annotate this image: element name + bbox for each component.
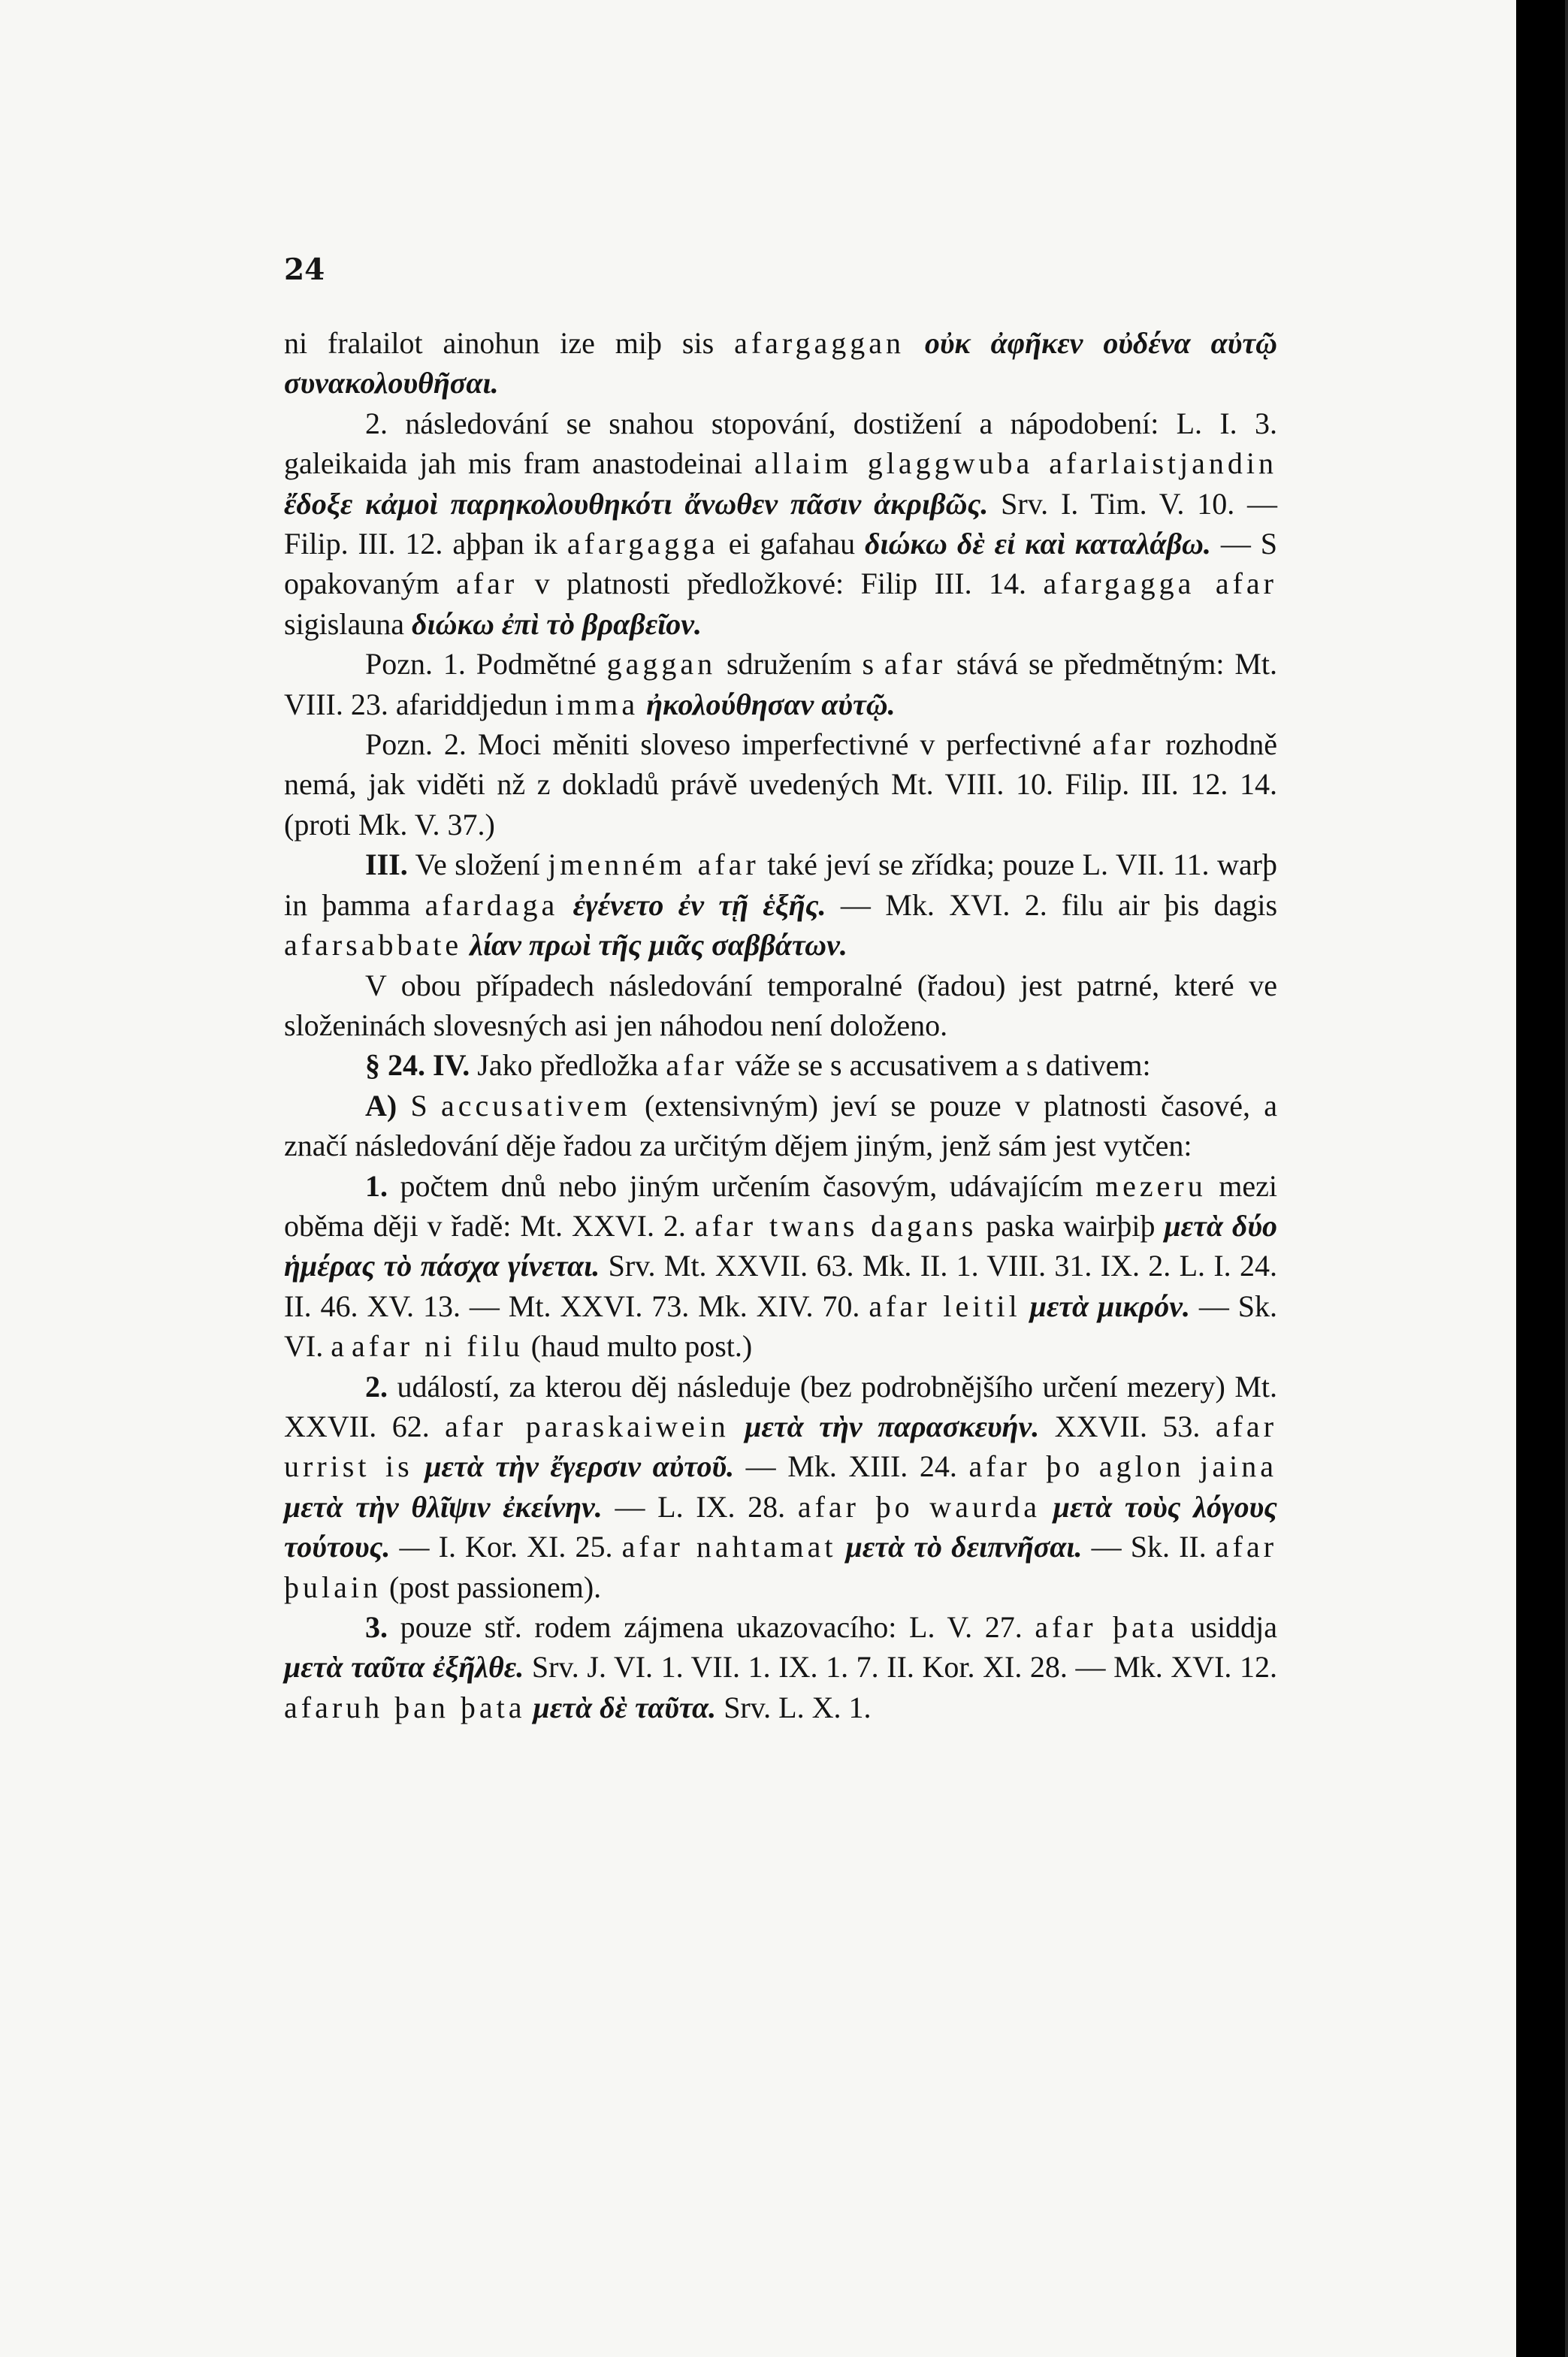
text-run: (extensivným) jeví se pouze v platnosti časové, a značí následování děje řadou za určitým dějem jiným, jenž sám jest vytčen: (284, 1088, 1278, 1163)
spaced-gothic-term: afar (1092, 727, 1155, 762)
spaced-gothic-term: afar nahtamat (621, 1530, 837, 1564)
paragraph (284, 644, 1277, 724)
spaced-gothic-term: gaggan (606, 647, 717, 681)
text-run: (post passionem). (381, 1570, 602, 1604)
greek-quotation: ἐγένετο ἐν τῇ ἑξῆς. (573, 887, 826, 922)
greek-quotation: μετὰ δὲ ταῦτα. (533, 1690, 717, 1724)
paragraph (284, 1367, 1277, 1607)
text-run: Ve složení (407, 848, 548, 882)
text-run: sigislauna (284, 606, 412, 641)
greek-quotation: μετὰ ταῦτα ἐξῆλθε. (284, 1650, 524, 1685)
text-run: — S opakovaným (284, 527, 1278, 601)
text-run: V obou případech následování temporalné (řadou) jest patrné, které ve složeninách slovesných asi jen náhodou není doloženo. (284, 968, 1277, 1042)
text-run: III. (365, 848, 408, 882)
text-run: 1. (365, 1168, 388, 1203)
greek-quotation: μετὰ τοὺς λόγους τούτους. (284, 1489, 1278, 1564)
text-run: Srv. L. X. 1. (716, 1690, 872, 1724)
spaced-gothic-term: afargagga (566, 527, 719, 561)
paragraph (284, 845, 1277, 965)
text-run: také jeví se zřídka; pouze L. VII. 11. warþ in þamma (284, 848, 1278, 922)
spaced-gothic-term: afargaggan (734, 326, 905, 360)
text-run: počtem dnů nebo jiným určením časovým, udávajícím (388, 1168, 1096, 1203)
text-run: rozhodně nemá, jak viděti nž z dokladů právě uvedených Mt. VIII. 10. Filip. III. 12. 14. (proti Mk. V. 37.) (284, 727, 1277, 842)
text-run (730, 1410, 745, 1443)
greek-quotation: μετὰ δύο ἡμέρας τὸ πάσχα γίνεται. (284, 1208, 1278, 1283)
greek-quotation: λίαν πρωὶ τῆς μιᾶς σαββάτων. (470, 928, 847, 962)
spaced-gothic-term: accusativem (441, 1088, 631, 1123)
paragraph (284, 323, 1277, 403)
spaced-gothic-term: afargagga afar (1043, 567, 1277, 601)
text-run (413, 1449, 425, 1483)
text-run: Srv. J. VI. 1. VII. 1. IX. 1. 7. II. Kor. XI. 28. — Mk. XVI. 12. (524, 1650, 1277, 1685)
spaced-gothic-term: jmenném afar (548, 848, 760, 882)
spaced-gothic-term: afar (884, 647, 947, 681)
greek-quotation: ἔδοξε κἀμοὶ παρηκολουθηκότι ἄνωθεν πᾶσιν ἀκριβῶς. (284, 486, 989, 521)
text-run: Srv. I. Tim. V. 10. — Filip. III. 12. aþþan ik (284, 486, 1277, 561)
greek-quotation: μετὰ τὴν παρασκευήν. (745, 1409, 1040, 1443)
paragraph (284, 1086, 1277, 1166)
greek-quotation: ἠκολούθησαν αὐτῷ. (646, 687, 896, 721)
text-run: Srv. Mt. XXVII. 63. Mk. II. 1. VIII. 31. IX. 2. L. I. 24. II. 46. XV. 13. — Mt. XXVI. 73. Mk. XIV. 70. (284, 1249, 1277, 1323)
text-run: 3. (365, 1610, 388, 1644)
text-run: pouze stř. rodem zájmena ukazovacího: L. V. 27. (388, 1610, 1035, 1644)
text-run: ei gafahau (718, 527, 866, 561)
text-run: A) (365, 1088, 397, 1123)
text-run: usiddja (1177, 1610, 1277, 1644)
paragraph (284, 403, 1277, 644)
spaced-gothic-term: imma (554, 687, 639, 721)
text-run: XXVII. 53. (1039, 1409, 1216, 1443)
spaced-gothic-term: mezeru (1095, 1168, 1207, 1203)
text-run: — Sk. II. (1082, 1530, 1216, 1564)
text-run: Pozn. 1. Podmětné (365, 647, 607, 681)
spaced-gothic-term: afar paraskaiwein (445, 1409, 730, 1443)
text-run (905, 326, 925, 360)
text-run: Pozn. 2. Moci měniti sloveso imperfectivné v perfectivné (365, 727, 1093, 762)
scan-edge-line (1565, 0, 1568, 2357)
greek-quotation: οὐκ ἀφῆκεν οὐδένα αὐτῷ συνακολουθῆσαι. (284, 326, 1277, 400)
text-run (837, 1530, 846, 1564)
greek-quotation: μετὰ τὴν ἔγερσιν αὐτοῦ. (424, 1449, 735, 1484)
spaced-gothic-term: afar (456, 567, 518, 601)
text-run: mezi oběma ději v řadě: Mt. XXVI. 2. (284, 1168, 1277, 1243)
text-run: sdružením s (716, 647, 884, 681)
text-run: (haud multo post.) (523, 1329, 753, 1364)
text-run (526, 1691, 533, 1724)
spaced-gothic-term: afar leitil (869, 1289, 1021, 1323)
greek-quotation: μετὰ τὴν θλῖψιν ἐκείνην. (284, 1489, 603, 1524)
text-run: váže se s accusativem a s dativem: (727, 1048, 1151, 1083)
text-run: — Mk. XVI. 2. filu air þis dagis (826, 887, 1278, 922)
spaced-gothic-term: afardaga (424, 887, 559, 922)
spaced-gothic-term: afar ni filu (351, 1329, 524, 1364)
spaced-gothic-term: allaim glaggwuba afarlaistjandin (754, 446, 1277, 481)
spaced-gothic-term: afaruh þan þata (284, 1690, 526, 1724)
text-run: paska wairþiþ (977, 1208, 1165, 1243)
spaced-gothic-term: afar (666, 1048, 728, 1083)
spaced-gothic-term: afar urrist is (284, 1409, 1278, 1484)
paragraph (284, 724, 1277, 845)
text-run: — I. Kor. XI. 25. (390, 1530, 622, 1564)
text-run: 2. (365, 1369, 388, 1404)
paragraph (284, 1607, 1277, 1727)
paragraph (284, 965, 1277, 1046)
text-run: ni fralailot ainohun ize miþ sis (284, 326, 735, 360)
text-run (1021, 1289, 1030, 1323)
text-run (639, 687, 646, 721)
section-heading-paragraph (284, 1045, 1277, 1085)
greek-quotation: μετὰ τὸ δειπνῆσαι. (845, 1530, 1083, 1564)
text-run: stává se předmětným: Mt. VIII. 23. afariddjedun (284, 647, 1278, 721)
spaced-gothic-term: afar þata (1035, 1610, 1178, 1644)
text-run (1041, 1490, 1053, 1524)
greek-quotation: διώκω δὲ εἰ καὶ καταλάβω. (865, 527, 1211, 561)
text-run (558, 888, 573, 922)
text-run: událostí, za kterou děj následuje (bez podrobnějšího určení mezery) Mt. XXVII. 62. (284, 1369, 1277, 1443)
text-run: 2. následování se snahou stopování, dostižení a nápodobení: L. I. 3. galeikaida jah mis fram anastodeinai (284, 406, 1277, 481)
spaced-gothic-term: afar þo aglon jaina (968, 1449, 1277, 1484)
text-run: — L. IX. 28. (602, 1489, 798, 1524)
greek-quotation: μετὰ μικρόν. (1029, 1289, 1190, 1323)
text-run: Jako předložka (470, 1048, 666, 1083)
text-run: S (397, 1088, 441, 1123)
page-number: 24 (284, 252, 325, 287)
text-run: — Sk. VI. a (284, 1289, 1278, 1364)
spaced-gothic-term: afar þulain (284, 1530, 1278, 1604)
text-run: — Mk. XIII. 24. (734, 1449, 969, 1484)
body-text (284, 323, 1277, 1727)
text-run: v platnosti předložkové: Filip III. 14. (518, 567, 1044, 601)
spaced-gothic-term: afar þo waurda (797, 1489, 1041, 1524)
text-run: § 24. IV. (365, 1048, 470, 1083)
paragraph (284, 1166, 1277, 1367)
text-run (462, 928, 470, 962)
spaced-gothic-term: afarsabbate (284, 928, 463, 962)
greek-quotation: διώκω ἐπὶ τὸ βραβεῖον. (411, 606, 702, 641)
spaced-gothic-term: afar twans dagans (694, 1208, 977, 1243)
